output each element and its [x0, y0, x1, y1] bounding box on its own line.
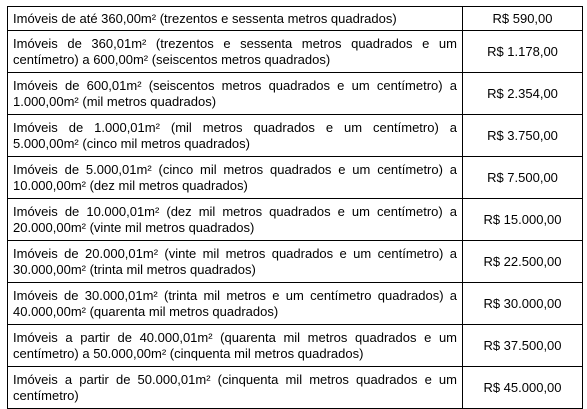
table-row — [8, 115, 583, 157]
table-row — [8, 199, 583, 241]
row-value: R$ 15.000,00 — [463, 199, 583, 241]
row-value: R$ 45.000,00 — [463, 367, 583, 409]
row-value: R$ 2.354,00 — [463, 73, 583, 115]
row-value: R$ 30.000,00 — [463, 283, 583, 325]
row-description: Imóveis de 20.000,01m² (vinte mil metros quadrados e um centímetro) a 30.000,00m² (trinta mil metros quadrados) — [8, 241, 463, 283]
row-value: R$ 7.500,00 — [463, 157, 583, 199]
row-description: Imóveis de 360,01m² (trezentos e sessenta metros quadrados e um centímetro) a 600,00m² (seiscentos metros quadrados) — [8, 31, 463, 73]
table-row — [8, 7, 583, 31]
row-description: Imóveis de 1.000,01m² (mil metros quadrados e um centímetro) a 5.000,00m² (cinco mil metros quadrados) — [8, 115, 463, 157]
table-row — [8, 31, 583, 73]
row-description: Imóveis de até 360,00m² (trezentos e sessenta metros quadrados) — [8, 7, 463, 31]
row-value: R$ 37.500,00 — [463, 325, 583, 367]
table-row — [8, 73, 583, 115]
row-value: R$ 1.178,00 — [463, 31, 583, 73]
fee-table — [7, 6, 583, 409]
row-description: Imóveis a partir de 50.000,01m² (cinquenta mil metros quadrados e um centímetro) — [8, 367, 463, 409]
row-description: Imóveis de 30.000,01m² (trinta mil metros e um centímetro quadrados) a 40.000,00m² (quarenta mil metros quadrados) — [8, 283, 463, 325]
table-row — [8, 367, 583, 409]
row-description: Imóveis de 5.000,01m² (cinco mil metros quadrados e um centímetro) a 10.000,00m² (dez mil metros quadrados) — [8, 157, 463, 199]
row-description: Imóveis de 10.000,01m² (dez mil metros quadrados e um centímetro) a 20.000,00m² (vinte mil metros quadrados) — [8, 199, 463, 241]
row-description: Imóveis de 600,01m² (seiscentos metros quadrados e um centímetro) a 1.000,00m² (mil metros quadrados) — [8, 73, 463, 115]
table-row — [8, 241, 583, 283]
row-value: R$ 590,00 — [463, 7, 583, 31]
table-row — [8, 157, 583, 199]
table-row — [8, 325, 583, 367]
row-value: R$ 3.750,00 — [463, 115, 583, 157]
row-value: R$ 22.500,00 — [463, 241, 583, 283]
table-row — [8, 283, 583, 325]
row-description: Imóveis a partir de 40.000,01m² (quarenta mil metros quadrados e um centímetro) a 50.000,00m² (cinquenta mil metros quadrados) — [8, 325, 463, 367]
